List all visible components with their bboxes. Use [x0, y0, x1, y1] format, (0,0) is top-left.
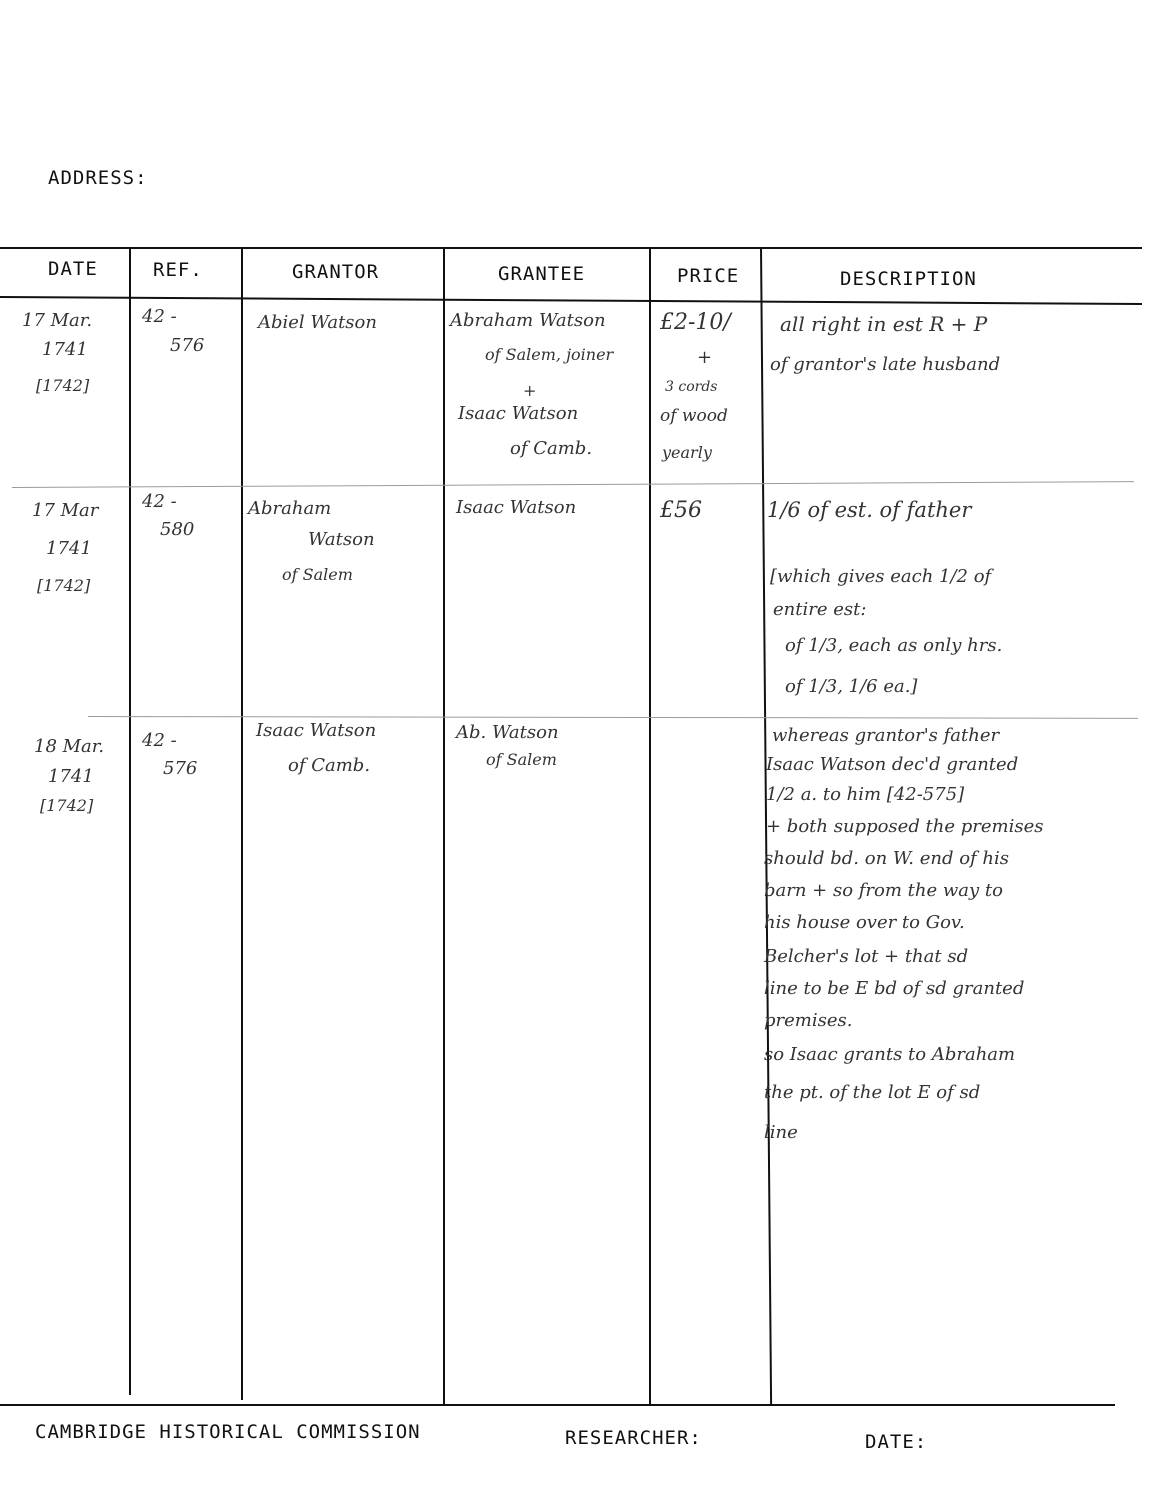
entry-grantee-line: of Camb. [510, 438, 593, 459]
footer-organization: CAMBRIDGE HISTORICAL COMMISSION [35, 1421, 421, 1443]
entry-grantor-line: Isaac Watson [256, 720, 377, 741]
entry-description-line: so Isaac grants to Abraham [764, 1044, 1016, 1065]
table-bottom-rule [0, 1404, 1115, 1406]
entry-ref-line: 580 [160, 519, 195, 540]
entry-price-line: of wood [660, 406, 728, 426]
col-header-description: DESCRIPTION [840, 268, 977, 290]
entry-description-line: + both supposed the premises [766, 816, 1044, 837]
entry-grantor-line: Abiel Watson [258, 312, 377, 333]
entry-description-line: his house over to Gov. [764, 912, 965, 933]
address-label: ADDRESS: [48, 167, 148, 189]
entry-price-line: yearly [662, 443, 712, 462]
entry-description-line: of grantor's late husband [770, 354, 1001, 375]
entry-grantor-line: Watson [308, 529, 375, 550]
col-divider-1 [129, 247, 131, 1395]
entry-grantee-line: Isaac Watson [456, 497, 577, 518]
entry-separator-1 [12, 481, 1134, 488]
entry-description-line: entire est: [773, 599, 867, 620]
entry-description-line: Isaac Watson dec'd granted [766, 754, 1019, 775]
entry-description-line: premises. [764, 1010, 853, 1031]
col-divider-4 [649, 247, 651, 1404]
entry-ref-line: 42 - [142, 306, 177, 327]
entry-grantee-line: Abraham Watson [450, 310, 606, 331]
entry-date-line: [1742] [37, 576, 91, 595]
entry-price-line: + [697, 347, 713, 368]
entry-grantor-line: of Camb. [288, 755, 371, 776]
entry-description-line: line to be E bd of sd granted [764, 978, 1025, 999]
entry-separator-2 [88, 716, 1138, 719]
entry-grantee-line: of Salem, joiner [485, 345, 614, 364]
col-divider-3 [443, 247, 445, 1404]
col-header-date: DATE [48, 258, 98, 280]
entry-grantee-line: Ab. Watson [456, 722, 559, 743]
entry-description-line: barn + so from the way to [764, 880, 1003, 901]
entry-description-line: of 1/3, each as only hrs. [785, 635, 1003, 656]
entry-description-line: should bd. on W. end of his [764, 848, 1009, 869]
entry-price-line: £56 [660, 498, 702, 523]
entry-price-line: 3 cords [665, 379, 718, 395]
entry-description-line: whereas grantor's father [772, 725, 1000, 746]
entry-date-line: 1741 [46, 538, 92, 559]
entry-grantee-line: of Salem [486, 750, 557, 769]
col-header-ref: REF. [153, 259, 203, 281]
col-header-grantee: GRANTEE [498, 263, 586, 285]
entry-ref-line: 42 - [142, 491, 177, 512]
col-divider-2 [241, 247, 243, 1400]
entry-description-line: all right in est R + P [780, 312, 988, 336]
footer-date-label: DATE: [865, 1431, 928, 1453]
entry-price-line: £2-10/ [660, 310, 731, 335]
entry-ref-line: 42 - [142, 730, 177, 751]
entry-description-line: of 1/3, 1/6 ea.] [785, 676, 918, 697]
entry-grantee-line: Isaac Watson [458, 403, 579, 424]
table-top-rule [0, 247, 1142, 249]
entry-grantor-line: of Salem [282, 565, 353, 584]
col-header-grantor: GRANTOR [292, 261, 380, 283]
entry-date-line: 18 Mar. [34, 736, 105, 757]
entry-date-line: [1742] [36, 376, 90, 395]
entry-grantor-line: Abraham [248, 498, 332, 519]
entry-description-line: the pt. of the lot E of sd [764, 1082, 981, 1103]
col-header-price: PRICE [677, 265, 740, 287]
header-bottom-rule [0, 296, 1142, 305]
entry-description-line: 1/6 of est. of father [767, 498, 972, 522]
entry-ref-line: 576 [163, 758, 198, 779]
entry-ref-line: 576 [170, 335, 205, 356]
entry-description-line: 1/2 a. to him [42-575] [766, 784, 965, 805]
entry-grantee-line: + [523, 381, 537, 400]
entry-description-line: line [764, 1122, 798, 1143]
entry-date-line: 17 Mar. [22, 310, 93, 331]
entry-date-line: 17 Mar [32, 500, 99, 521]
entry-date-line: 1741 [42, 339, 88, 360]
entry-description-line: [which gives each 1/2 of [770, 566, 992, 587]
entry-date-line: [1742] [40, 796, 94, 815]
entry-date-line: 1741 [48, 766, 94, 787]
entry-description-line: Belcher's lot + that sd [764, 946, 969, 967]
footer-researcher-label: RESEARCHER: [565, 1427, 702, 1449]
